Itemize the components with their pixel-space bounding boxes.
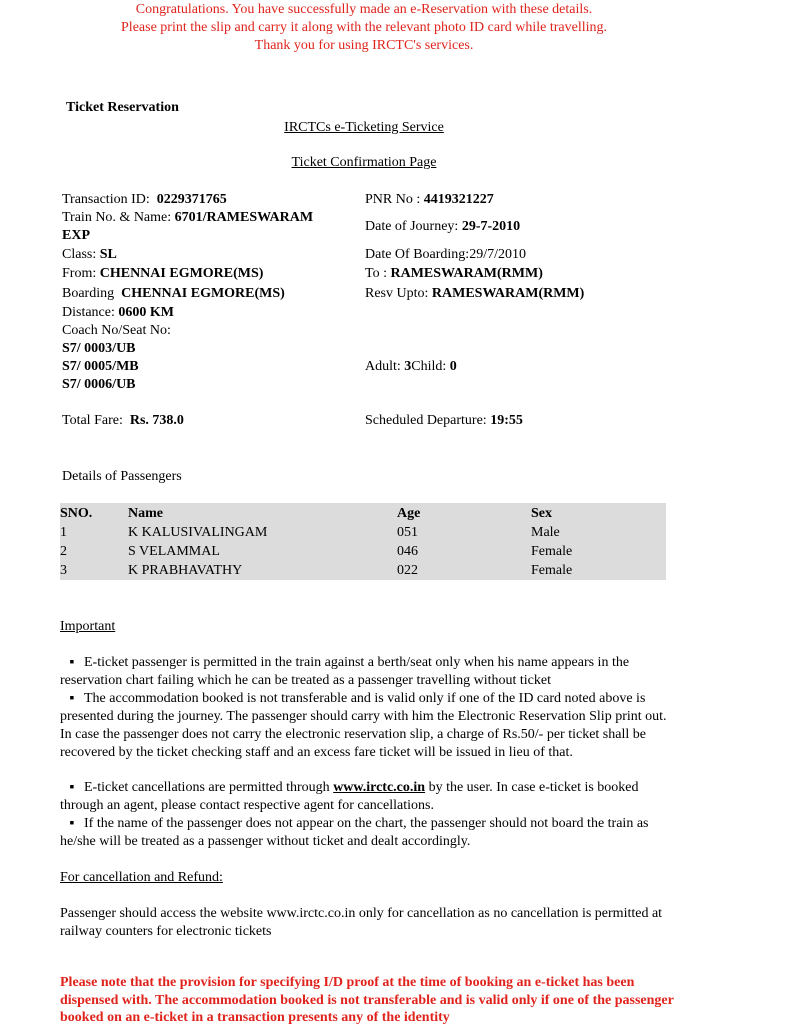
pnr-label: PNR No : [365, 192, 421, 207]
departure-row [365, 412, 523, 430]
column-header-age: Age [397, 506, 421, 521]
cell-sno: 1 [60, 525, 67, 540]
banner-line-2: Please print the slip and carry it along with the relevant photo ID card while travelling. [121, 20, 607, 35]
resv-value: RAMESWARAM(RMM) [431, 286, 585, 301]
table-row [60, 523, 666, 542]
column-header-name: Name [128, 506, 163, 521]
to-value: RAMESWARAM(RMM) [390, 266, 543, 281]
adult-label: Adult: [365, 359, 401, 374]
seat-1: S7/ 0003/UB [62, 341, 136, 356]
important-title: Important [60, 619, 116, 634]
bullet-icon: ▪ [69, 816, 75, 831]
transaction-id-value: 0229371765 [156, 192, 227, 207]
seat-3: S7/ 0006/UB [62, 377, 136, 392]
important-item-3 [60, 779, 670, 815]
pnr-value: 4419321227 [423, 192, 494, 207]
doj-value: 29-7-2010 [461, 219, 521, 234]
train-value: 6701/RAMESWARAM [174, 210, 314, 225]
fare-value: Rs. 738.0 [129, 413, 184, 428]
fare-label: Total Fare: [62, 413, 123, 428]
to-row [365, 265, 543, 283]
seat-2: S7/ 0005/MB [62, 359, 139, 374]
child-label: Child: [411, 359, 447, 374]
cancellation-text: Passenger should access the website www.irctc.co.in only for cancellation as no cancellation is permitted at railway counters for electronic tickets [60, 906, 663, 939]
cell-sno: 3 [60, 563, 67, 578]
resv-label: Resv Upto: [365, 286, 429, 301]
cell-age: 046 [397, 544, 418, 559]
resv-row [365, 285, 584, 303]
passenger-count-row [365, 358, 457, 376]
table-row [60, 561, 666, 580]
cell-age: 051 [397, 525, 418, 540]
column-header-sex: Sex [531, 506, 552, 521]
departure-value: 19:55 [490, 413, 523, 428]
service-title: IRCTCs e-Ticketing Service [284, 120, 444, 135]
boarding-label: Boarding [62, 286, 115, 301]
important-item-4 [60, 815, 670, 851]
coach-label: Coach No/Seat No: [62, 323, 171, 338]
column-header-sno: SNO. [60, 506, 93, 521]
important-item-text: by the user. In case e-ticket is booked through an agent, please contact respective agent for cancellations. [60, 780, 639, 813]
cell-sex: Male [531, 525, 560, 540]
doj-row [365, 218, 520, 236]
banner-line-3: Thank you for using IRCTC's services. [254, 38, 474, 53]
passengers-title: Details of Passengers [62, 469, 182, 484]
child-value: 0 [449, 359, 457, 374]
section-title: Ticket Reservation [66, 100, 179, 115]
class-row [62, 246, 117, 264]
cell-name: K KALUSIVALINGAM [128, 525, 268, 540]
train-row [62, 209, 313, 227]
important-item-1 [60, 654, 670, 690]
dob-row [365, 246, 526, 264]
important-item-text: If the name of the passenger does not appear on the chart, the passenger should not board the train as he/she will be treated as a passenger without ticket and dealt accordingly. [60, 816, 649, 849]
doj-label: Date of Journey: [365, 219, 459, 234]
page-title: Ticket Confirmation Page [291, 155, 437, 170]
passengers-table [60, 503, 666, 580]
important-item-text: E-ticket cancellations are permitted through [84, 780, 330, 795]
dob-label: Date Of Boarding: [365, 247, 470, 262]
to-label: To : [365, 266, 387, 281]
boarding-row [62, 285, 285, 303]
departure-label: Scheduled Departure: [365, 413, 487, 428]
class-value: SL [99, 247, 117, 262]
cell-sex: Female [531, 544, 573, 559]
transaction-id-label: Transaction ID: [62, 192, 150, 207]
from-value: CHENNAI EGMORE(MS) [99, 266, 264, 281]
cell-age: 022 [397, 563, 418, 578]
id-proof-notice: Please note that the provision for specifying I/D proof at the time of booking an e-ticket has been dispensed with. The accommodation booked is not transferable and is valid only if one of the passenger booked on an e-ticket in a transaction presents any of the identity [60, 975, 674, 1026]
train-value-cont: EXP [62, 228, 90, 243]
distance-value: 0600 KM [118, 305, 174, 320]
fare-row [62, 412, 184, 430]
important-item-text: E-ticket passenger is permitted in the train against a berth/seat only when his name appears in the reservation chart failing which he can be treated as a passenger travelling without ticket [60, 655, 630, 688]
class-label: Class: [62, 247, 97, 262]
bullet-icon: ▪ [69, 780, 75, 795]
from-row [62, 265, 263, 283]
banner-line-1: Congratulations. You have successfully made an e-Reservation with these details. [135, 2, 593, 17]
from-label: From: [62, 266, 97, 281]
important-item-text: The accommodation booked is not transferable and is valid only if one of the ID card noted above is presented during the journey. The passenger should carry with him the Electronic Reservation Slip print out. In case the passenger does not carry the electronic reservation slip, a charge of Rs.50/- per ticket shall be recovered by the ticket checking staff and an excess fare ticket will be issued in lieu of that. [60, 691, 667, 760]
transaction-id-row [62, 191, 227, 209]
bullet-icon: ▪ [69, 691, 75, 706]
distance-row [62, 304, 174, 322]
distance-label: Distance: [62, 305, 115, 320]
boarding-value: CHENNAI EGMORE(MS) [121, 286, 285, 301]
train-label: Train No. & Name: [62, 210, 172, 225]
important-item-2 [60, 690, 670, 762]
cell-sex: Female [531, 563, 573, 578]
pnr-row [365, 191, 494, 209]
cancellation-title: For cancellation and Refund: [60, 870, 223, 885]
adult-value: 3 [404, 359, 412, 374]
dob-value: 29/7/2010 [469, 247, 526, 262]
cell-name: K PRABHAVATHY [128, 563, 243, 578]
bullet-icon: ▪ [69, 655, 75, 670]
irctc-link[interactable]: www.irctc.co.in [333, 780, 426, 795]
table-header-row [60, 504, 666, 523]
cell-sno: 2 [60, 544, 67, 559]
table-row [60, 542, 666, 561]
cell-name: S VELAMMAL [128, 544, 220, 559]
